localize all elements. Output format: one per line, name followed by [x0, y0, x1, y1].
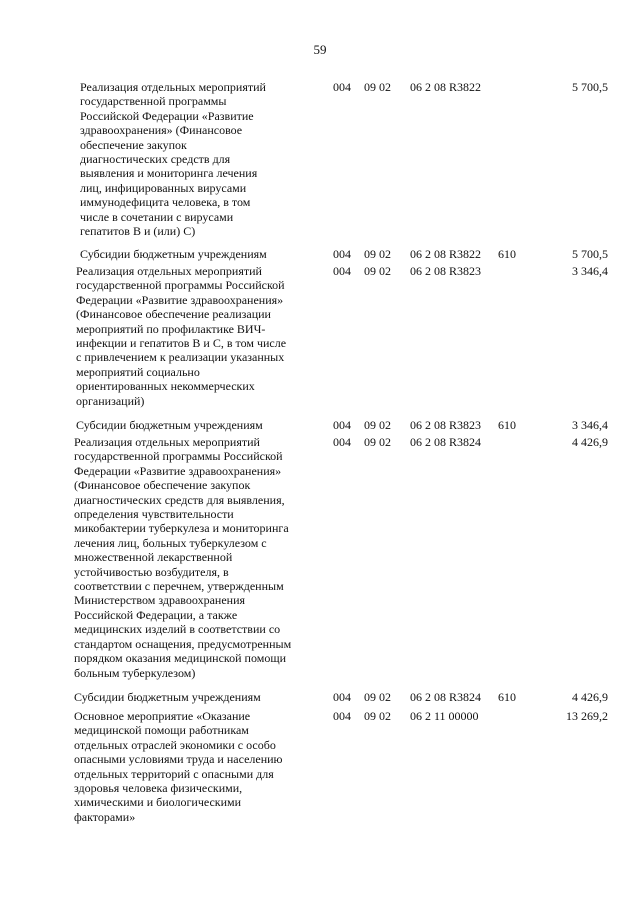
- row-rz-pr: 09 02: [364, 435, 391, 449]
- row-ved: 004: [333, 418, 351, 432]
- row-cs: 06 2 08 R3823: [410, 264, 482, 278]
- page-number: 59: [313, 42, 327, 57]
- row-amount: 5 700,5: [572, 247, 608, 261]
- row-ved: 004: [333, 80, 351, 94]
- row-ved: 004: [333, 690, 351, 704]
- row-ved: 004: [333, 435, 351, 449]
- row-rz-pr: 09 02: [364, 247, 391, 261]
- row-name: Субсидии бюджетным учреждениям: [80, 247, 267, 261]
- row-cs: 06 2 08 R3824: [410, 690, 482, 704]
- row-rz-pr: 09 02: [364, 690, 391, 704]
- row-amount: 4 426,9: [572, 435, 608, 449]
- row-rz-pr: 09 02: [364, 418, 391, 432]
- row-name: Реализация отдельных мероприятий государственной программы Российской Федерации «Развитие здравоохранения» (Финансовое обеспечение закупок диагностических средств для выявления и мониторинга лечения лиц, инфицированных вирусами иммунодефицита человека, в том числе в сочетании с вирусами гепатитов В и (или) С): [80, 80, 266, 239]
- row-amount: 4 426,9: [572, 690, 608, 704]
- row-ved: 004: [333, 709, 351, 723]
- row-cs: 06 2 08 R3822: [410, 80, 482, 94]
- row-cs: 06 2 08 R3824: [410, 435, 482, 449]
- row-name: Субсидии бюджетным учреждениям: [76, 418, 263, 432]
- row-name: Реализация отдельных мероприятий государственной программы Российской Федерации «Развитие здравоохранения» (Финансовое обеспечение закупок диагностических средств для выявления, определения чувствительности микобактерии туберкулеза и мониторинга лечения лиц, больных туберкулезом с множественной лекарственной устойчивостью возбудителя, в соответствии с перечнем, утвержденным Министерством здравоохранения Российской Федерации, а также медицинских изделий в соответствии со стандартом оснащения, предусмотренным порядком оказания медицинской помощи больным туберкулезом): [74, 435, 292, 680]
- row-amount: 3 346,4: [572, 264, 608, 278]
- row-vr: 610: [498, 418, 516, 432]
- row-name: Основное мероприятие «Оказание медицинской помощи работникам отдельных отраслей экономики с особо опасными условиями труда и населению отдельных территорий с опасными для здоровья человека физическими, химическими и биологическими факторами»: [74, 709, 283, 824]
- row-ved: 004: [333, 247, 351, 261]
- row-cs: 06 2 08 R3822: [410, 247, 482, 261]
- row-rz-pr: 09 02: [364, 80, 391, 94]
- row-cs: 06 2 11 00000: [410, 709, 479, 723]
- row-amount: 13 269,2: [566, 709, 608, 723]
- row-ved: 004: [333, 264, 351, 278]
- row-name: Реализация отдельных мероприятий государственной программы Российской Федерации «Развитие здравоохранения» (Финансовое обеспечение реализации мероприятий по профилактике ВИЧ- инфекции и гепатитов В и С, в том числе с привлечением к реализации указанных мероприятий социально ориентированных некоммерческих организаций): [76, 264, 287, 408]
- row-vr: 610: [498, 247, 516, 261]
- row-cs: 06 2 08 R3823: [410, 418, 482, 432]
- row-vr: 610: [498, 690, 516, 704]
- row-rz-pr: 09 02: [364, 709, 391, 723]
- row-amount: 5 700,5: [572, 80, 608, 94]
- row-name: Субсидии бюджетным учреждениям: [74, 690, 261, 704]
- row-amount: 3 346,4: [572, 418, 608, 432]
- row-rz-pr: 09 02: [364, 264, 391, 278]
